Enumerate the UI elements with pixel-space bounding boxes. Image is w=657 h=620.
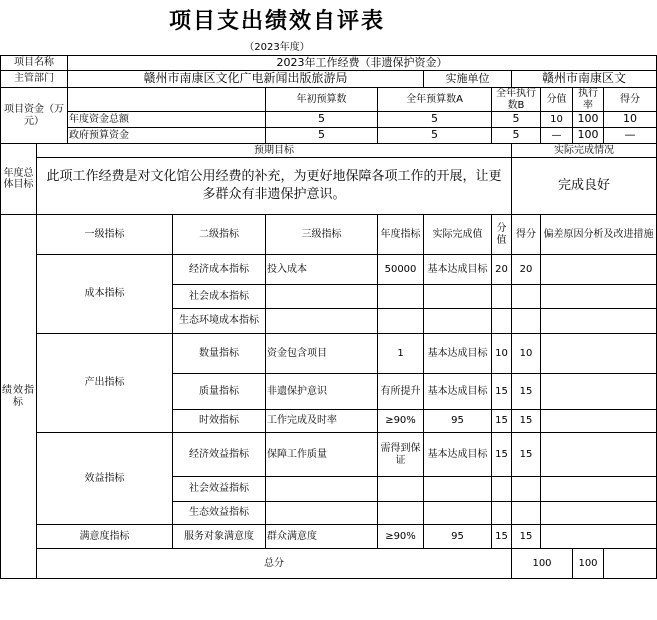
perf-row-got: 20 bbox=[512, 255, 541, 285]
perf-row-actual: 95 bbox=[424, 525, 492, 549]
perf-row-actual: 基本达成目标 bbox=[424, 433, 492, 477]
perf-row-target bbox=[378, 502, 424, 525]
funds-row-budget: 5 bbox=[378, 128, 492, 144]
perf-row-actual: 95 bbox=[424, 410, 492, 433]
perf-row-score: 20 bbox=[492, 255, 512, 285]
perf-row-target: ≥90% bbox=[378, 410, 424, 433]
perf-row-l3: 非遗保护意识 bbox=[266, 374, 378, 410]
funds-row-got: 10 bbox=[604, 112, 657, 128]
perf-row-got bbox=[512, 477, 541, 502]
funds-label: 项目资金（万元） bbox=[1, 88, 68, 144]
funds-row-init: 5 bbox=[266, 128, 378, 144]
funds-row-exec: 5 bbox=[492, 128, 541, 144]
funds-row-score: 10 bbox=[541, 112, 573, 128]
perf-row-actual: 基本达成目标 bbox=[424, 374, 492, 410]
perf-row-target bbox=[378, 309, 424, 334]
perf-row-target bbox=[378, 477, 424, 502]
perf-header-actual: 实际完成值 bbox=[424, 215, 492, 255]
total-label: 总分 bbox=[37, 549, 512, 579]
perf-row-got: 15 bbox=[512, 525, 541, 549]
funds-row-name: 政府预算资金 bbox=[68, 128, 266, 144]
perf-header-l3: 三级指标 bbox=[266, 215, 378, 255]
page-title: 项目支出绩效自评表 bbox=[168, 8, 385, 34]
perf-row-l2: 生态效益指标 bbox=[173, 502, 266, 525]
perf-header-l2: 二级指标 bbox=[173, 215, 266, 255]
dept-label: 主管部门 bbox=[1, 71, 68, 88]
actual-status-label: 实际完成情况 bbox=[512, 144, 657, 158]
impl-unit-label: 实施单位 bbox=[424, 71, 512, 88]
project-name-value: 2023年工作经费（非遗保护资金） bbox=[68, 56, 657, 71]
funds-row-budget: 5 bbox=[378, 112, 492, 128]
perf-row-l3: 群众满意度 bbox=[266, 525, 378, 549]
perf-row-actual bbox=[424, 477, 492, 502]
planned-goal-text: 此项工作经费是对文化馆公用经费的补充，为更好地保障各项工作的开展，让更多群众有非遗保护意识。 bbox=[37, 158, 512, 215]
goal-label: 年度总体目标 bbox=[1, 144, 37, 215]
perf-row-l3 bbox=[266, 309, 378, 334]
perf-row-l3: 资金包含项目 bbox=[266, 334, 378, 374]
perf-row-l3: 工作完成及时率 bbox=[266, 410, 378, 433]
funds-header-rate: 执行率 bbox=[573, 88, 604, 112]
perf-row-l2: 生态环境成本指标 bbox=[173, 309, 266, 334]
perf-row-l3 bbox=[266, 477, 378, 502]
perf-row-actual bbox=[424, 285, 492, 309]
perf-row-score: 10 bbox=[492, 334, 512, 374]
perf-row-score bbox=[492, 502, 512, 525]
dept-value: 赣州市南康区文化广电新闻出版旅游局 bbox=[68, 71, 424, 88]
perf-row-target bbox=[378, 285, 424, 309]
perf-header-target: 年度指标 bbox=[378, 215, 424, 255]
funds-header-init: 年初预算数 bbox=[266, 88, 378, 112]
perf-row-l2: 时效指标 bbox=[173, 410, 266, 433]
perf-level1-benefit: 效益指标 bbox=[37, 433, 173, 525]
perf-row-got bbox=[512, 285, 541, 309]
perf-level1-satisfaction: 满意度指标 bbox=[37, 525, 173, 549]
evaluation-table bbox=[0, 55, 657, 579]
perf-row-actual: 基本达成目标 bbox=[424, 255, 492, 285]
funds-header-budget: 全年预算数A bbox=[378, 88, 492, 112]
perf-row-l3 bbox=[266, 285, 378, 309]
total-score: 100 bbox=[512, 549, 573, 579]
perf-header-score: 分值 bbox=[492, 215, 512, 255]
perf-header-deviation: 偏差原因分析及改进措施 bbox=[541, 215, 657, 255]
total-got: 100 bbox=[573, 549, 604, 579]
funds-header-got: 得分 bbox=[604, 88, 657, 112]
perf-row-l2: 服务对象满意度 bbox=[173, 525, 266, 549]
perf-row-got bbox=[512, 502, 541, 525]
perf-row-target: ≥90% bbox=[378, 525, 424, 549]
impl-unit-value: 赣州市南康区文 bbox=[512, 71, 657, 88]
report-year: （2023年度） bbox=[244, 42, 310, 53]
perf-row-got: 15 bbox=[512, 433, 541, 477]
perf-row-l3: 保障工作质量 bbox=[266, 433, 378, 477]
project-name-label: 项目名称 bbox=[1, 56, 68, 71]
perf-row-got bbox=[512, 309, 541, 334]
funds-row-score: — bbox=[541, 128, 573, 144]
perf-row-l2: 社会成本指标 bbox=[173, 285, 266, 309]
perf-row-l3 bbox=[266, 502, 378, 525]
funds-row-rate: 100 bbox=[573, 112, 604, 128]
perf-row-actual bbox=[424, 309, 492, 334]
perf-row-got: 10 bbox=[512, 334, 541, 374]
perf-row-got: 15 bbox=[512, 374, 541, 410]
perf-row-l2: 社会效益指标 bbox=[173, 477, 266, 502]
perf-row-score bbox=[492, 309, 512, 334]
perf-row-score bbox=[492, 477, 512, 502]
perf-level1-output: 产出指标 bbox=[37, 334, 173, 433]
perf-row-score: 15 bbox=[492, 410, 512, 433]
perf-row-score bbox=[492, 285, 512, 309]
perf-row-target: 1 bbox=[378, 334, 424, 374]
perf-level1-cost: 成本指标 bbox=[37, 255, 173, 334]
funds-row-init: 5 bbox=[266, 112, 378, 128]
perf-row-target: 需得到保证 bbox=[378, 433, 424, 477]
planned-goal-label: 预期目标 bbox=[37, 144, 512, 158]
perf-row-l2: 经济成本指标 bbox=[173, 255, 266, 285]
perf-row-l2: 经济效益指标 bbox=[173, 433, 266, 477]
perf-row-actual bbox=[424, 502, 492, 525]
perf-row-score: 15 bbox=[492, 433, 512, 477]
actual-status-text: 完成良好 bbox=[512, 158, 657, 215]
funds-row-rate: 100 bbox=[573, 128, 604, 144]
perf-row-score: 15 bbox=[492, 525, 512, 549]
funds-row-got: — bbox=[604, 128, 657, 144]
perf-row-actual: 基本达成目标 bbox=[424, 334, 492, 374]
funds-row-exec: 5 bbox=[492, 112, 541, 128]
funds-header-score: 分值 bbox=[541, 88, 573, 112]
perf-row-l2: 质量指标 bbox=[173, 374, 266, 410]
funds-row-name: 年度资金总额 bbox=[68, 112, 266, 128]
perf-header-got: 得分 bbox=[512, 215, 541, 255]
perf-row-score: 15 bbox=[492, 374, 512, 410]
perf-header-l1: 一级指标 bbox=[37, 215, 173, 255]
perf-label: 绩效指标 bbox=[1, 215, 37, 579]
perf-row-got: 15 bbox=[512, 410, 541, 433]
funds-header-exec: 全年执行数B bbox=[492, 88, 541, 112]
perf-row-l2: 数量指标 bbox=[173, 334, 266, 374]
perf-row-target: 有所提升 bbox=[378, 374, 424, 410]
perf-row-target: 50000 bbox=[378, 255, 424, 285]
perf-row-l3: 投入成本 bbox=[266, 255, 378, 285]
